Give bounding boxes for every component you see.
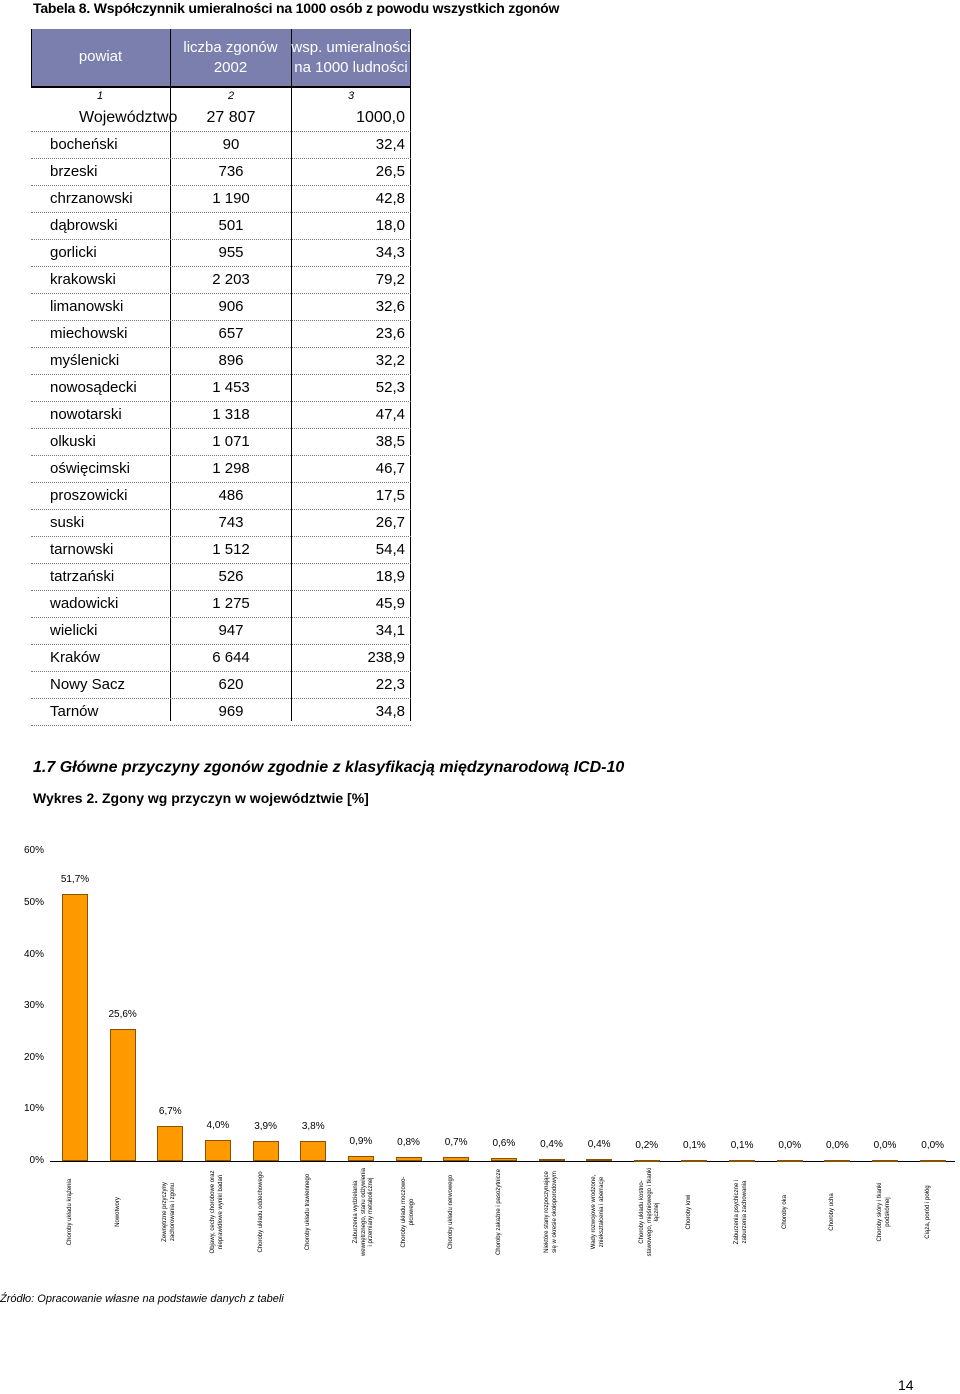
data-label: 0,7% bbox=[444, 1137, 468, 1149]
cell-name: krakowski bbox=[50, 271, 116, 288]
category-label: Choroby krwi bbox=[686, 1194, 693, 1230]
cell-deaths: 1 298 bbox=[212, 460, 250, 477]
table-row bbox=[31, 509, 411, 537]
bar bbox=[110, 1029, 136, 1161]
table-row bbox=[31, 401, 411, 429]
cell-deaths: 736 bbox=[218, 163, 244, 180]
bar bbox=[205, 1140, 231, 1161]
bar bbox=[729, 1160, 755, 1162]
cell-deaths: 526 bbox=[218, 568, 244, 585]
table-row bbox=[31, 266, 411, 294]
data-label: 0,1% bbox=[683, 1139, 706, 1151]
bar bbox=[157, 1126, 183, 1161]
cell-rate: 46,7 bbox=[375, 460, 405, 477]
cell-name: Nowy Sacz bbox=[50, 676, 126, 693]
data-label: 0,2% bbox=[635, 1139, 659, 1151]
data-label: 0,1% bbox=[730, 1139, 754, 1151]
page-number: 14 bbox=[898, 1377, 914, 1393]
cell-name: limanowski bbox=[50, 298, 124, 315]
table-row bbox=[31, 536, 411, 564]
cell-deaths: 1 512 bbox=[212, 541, 250, 558]
source-note: Źródło: Opracowanie własne na podstawie danych z tabeli bbox=[0, 1293, 284, 1305]
table-row bbox=[31, 320, 411, 348]
cell-name: suski bbox=[50, 514, 85, 531]
mortality-table bbox=[31, 29, 411, 721]
table-row bbox=[31, 698, 411, 726]
cell-rate: 26,5 bbox=[375, 163, 405, 180]
table-row bbox=[31, 482, 411, 510]
cell-deaths: 501 bbox=[218, 217, 244, 234]
cell-name: bocheński bbox=[50, 136, 118, 153]
table-row bbox=[31, 455, 411, 483]
bar bbox=[872, 1160, 898, 1162]
cell-rate: 42,8 bbox=[375, 190, 405, 207]
table-row bbox=[31, 563, 411, 591]
y-tick-label: 60% bbox=[23, 845, 44, 857]
section-title: 1.7 Główne przyczyny zgonów zgodnie z klasyfikacją międzynarodową ICD-10 bbox=[33, 759, 625, 776]
cell-deaths: 27 807 bbox=[206, 109, 256, 126]
data-label: 6,7% bbox=[158, 1106, 182, 1118]
data-label: 0,4% bbox=[540, 1138, 563, 1150]
category-label: Ciąża, poród i połóg bbox=[924, 1185, 931, 1239]
causes-of-death-chart bbox=[0, 830, 960, 1290]
bar bbox=[824, 1160, 850, 1162]
cell-deaths: 657 bbox=[218, 325, 244, 342]
table-row-total bbox=[31, 104, 411, 132]
cell-deaths: 1 318 bbox=[212, 406, 250, 423]
category-label: Nowotwory bbox=[114, 1197, 121, 1227]
header-deaths-line2: 2002 bbox=[213, 59, 248, 76]
column-number: 1 bbox=[96, 90, 104, 102]
bar bbox=[62, 894, 88, 1161]
data-label: 0,0% bbox=[921, 1140, 945, 1151]
cell-rate: 23,6 bbox=[375, 325, 405, 342]
cell-name: dąbrowski bbox=[50, 217, 118, 234]
cell-name: brzeski bbox=[50, 163, 98, 180]
category-label: Choroby układu trawiennego bbox=[305, 1173, 312, 1251]
cell-deaths: 947 bbox=[218, 622, 244, 639]
cell-name: gorlicki bbox=[50, 244, 97, 261]
header-powiat: powiat bbox=[78, 48, 123, 65]
chart-title: Wykres 2. Zgony wg przyczyn w województwie [%] bbox=[33, 790, 369, 806]
data-label: 0,0% bbox=[873, 1140, 897, 1151]
cell-name: myślenicki bbox=[50, 352, 120, 369]
data-label: 0,6% bbox=[492, 1137, 516, 1149]
table-row bbox=[31, 644, 411, 672]
category-label: Choroby oka bbox=[781, 1194, 788, 1230]
cell-name: wielicki bbox=[50, 622, 98, 639]
table-row bbox=[31, 239, 411, 267]
cell-name: chrzanowski bbox=[50, 190, 133, 207]
data-label: 0,8% bbox=[397, 1136, 420, 1148]
column-number: 2 bbox=[227, 90, 235, 102]
table-title: Tabela 8. Współczynnik umieralności na 1000 osób z powodu wszystkich zgonów bbox=[33, 0, 560, 16]
y-tick-label: 30% bbox=[23, 1000, 44, 1012]
category-label: Zewnętrzne przyczyny zachorowania i zgonu bbox=[162, 1182, 176, 1242]
category-label: Choroby układu kostno-stawowego, mięśniowego i tkanki łącznej bbox=[638, 1167, 660, 1257]
cell-name: tarnowski bbox=[50, 541, 114, 558]
cell-deaths: 969 bbox=[218, 703, 244, 720]
data-label: 3,8% bbox=[301, 1121, 325, 1133]
category-label: Zaburzenia psychiczne i zaburzenia zachowania bbox=[734, 1179, 748, 1245]
header-deaths-line1: liczba zgonów bbox=[183, 39, 278, 56]
cell-rate: 52,3 bbox=[375, 379, 405, 396]
cell-name: wadowicki bbox=[50, 595, 119, 612]
bar bbox=[539, 1159, 565, 1161]
category-label: Choroby skóry i tkanki podskórnej bbox=[877, 1182, 891, 1242]
cell-deaths: 743 bbox=[218, 514, 244, 531]
cell-name: nowotarski bbox=[50, 406, 122, 423]
bar bbox=[253, 1141, 279, 1161]
cell-rate: 22,3 bbox=[375, 676, 405, 693]
header-rate-line1: wsp. umieralności bbox=[291, 39, 411, 56]
table-row bbox=[31, 428, 411, 456]
cell-deaths: 1 190 bbox=[212, 190, 250, 207]
cell-deaths: 906 bbox=[218, 298, 244, 315]
cell-deaths: 620 bbox=[218, 676, 244, 693]
cell-rate: 34,8 bbox=[375, 703, 405, 720]
cell-rate: 238,9 bbox=[367, 649, 405, 666]
category-label: Choroby zakaźne i pasożytnicze bbox=[495, 1168, 502, 1256]
cell-deaths: 6 644 bbox=[212, 649, 250, 666]
cell-rate: 18,9 bbox=[375, 568, 405, 585]
cell-name: miechowski bbox=[50, 325, 128, 342]
bar bbox=[491, 1158, 517, 1161]
cell-rate: 54,4 bbox=[375, 541, 405, 558]
x-axis-line bbox=[50, 1161, 955, 1162]
column-number: 3 bbox=[347, 90, 355, 102]
bar bbox=[396, 1157, 422, 1161]
cell-rate: 32,2 bbox=[375, 352, 405, 369]
cell-rate: 34,3 bbox=[375, 244, 405, 261]
cell-deaths: 1 453 bbox=[212, 379, 250, 396]
cell-rate: 32,6 bbox=[375, 298, 405, 315]
table-row bbox=[31, 131, 411, 159]
table-row bbox=[31, 347, 411, 375]
data-label: 0,9% bbox=[349, 1136, 373, 1148]
table-row bbox=[31, 671, 411, 699]
category-label: Zaburzenia wydzielania wewnętrznego, stanu odżywienia i przemiany metabolicznej bbox=[352, 1167, 374, 1257]
table-row bbox=[31, 374, 411, 402]
cell-rate: 45,9 bbox=[375, 595, 405, 612]
cell-name: olkuski bbox=[50, 433, 96, 450]
bar bbox=[300, 1141, 326, 1161]
table-row bbox=[31, 293, 411, 321]
data-label: 0,0% bbox=[825, 1140, 849, 1151]
cell-rate: 1000,0 bbox=[356, 109, 405, 126]
category-label: Choroby układu oddechowego bbox=[257, 1171, 264, 1253]
category-label: Choroby układu nerwowego bbox=[448, 1174, 455, 1250]
bar bbox=[443, 1157, 469, 1161]
y-tick-label: 20% bbox=[23, 1051, 44, 1063]
y-tick-label: 40% bbox=[23, 948, 44, 960]
cell-name: proszowicki bbox=[50, 487, 128, 504]
cell-name: nowosądecki bbox=[50, 379, 137, 396]
cell-deaths: 1 275 bbox=[212, 595, 250, 612]
cell-rate: 26,7 bbox=[375, 514, 405, 531]
category-label: Choroby układu krążenia bbox=[67, 1178, 73, 1246]
y-tick-label: 10% bbox=[23, 1103, 44, 1115]
category-label: Choroby ucha bbox=[829, 1193, 836, 1231]
cell-rate: 18,0 bbox=[375, 217, 405, 234]
cell-rate: 32,4 bbox=[375, 136, 405, 153]
cell-name: oświęcimski bbox=[50, 460, 131, 477]
y-tick-label: 50% bbox=[23, 897, 44, 908]
cell-rate: 17,5 bbox=[375, 487, 405, 504]
cell-deaths: 486 bbox=[218, 487, 244, 504]
cell-name: Kraków bbox=[50, 649, 101, 666]
data-label: 0,4% bbox=[587, 1138, 611, 1150]
cell-name: Tarnów bbox=[50, 703, 99, 720]
category-label: Choroby układu moczowo-płciowego bbox=[400, 1176, 415, 1248]
table-row bbox=[31, 617, 411, 645]
cell-rate: 38,5 bbox=[375, 433, 405, 450]
data-label: 25,6% bbox=[108, 1008, 137, 1020]
cell-deaths: 90 bbox=[222, 136, 240, 153]
data-label: 3,9% bbox=[254, 1120, 277, 1132]
table-row bbox=[31, 590, 411, 618]
table-row bbox=[31, 212, 411, 240]
cell-rate: 47,4 bbox=[375, 406, 405, 423]
data-label: 4,0% bbox=[206, 1120, 230, 1132]
data-label: 0,0% bbox=[778, 1140, 802, 1151]
cell-deaths: 955 bbox=[218, 244, 244, 261]
bar bbox=[920, 1160, 946, 1162]
cell-deaths: 896 bbox=[218, 352, 244, 369]
cell-rate: 34,1 bbox=[375, 622, 405, 639]
category-label: Objawy, cechy chorobowe oraz nieprawidłowe wyniki badań bbox=[209, 1170, 224, 1254]
cell-name: tatrzański bbox=[50, 568, 115, 585]
table-row bbox=[31, 185, 411, 213]
cell-deaths: 2 203 bbox=[212, 271, 250, 288]
bar bbox=[634, 1160, 660, 1162]
cell-name: Województwo bbox=[79, 109, 178, 126]
bar bbox=[681, 1160, 707, 1162]
category-label: Wady rozwojowe wrodzone, zniekształcenia i aberracje bbox=[591, 1174, 605, 1250]
y-tick-label: 0% bbox=[29, 1155, 44, 1166]
table-row bbox=[31, 158, 411, 186]
header-rate-line2: na 1000 ludności bbox=[294, 59, 408, 76]
category-label: Niektóre stany rozpoczynające się w okresie okołoporodowym bbox=[543, 1171, 557, 1253]
cell-rate: 79,2 bbox=[375, 271, 405, 288]
bar bbox=[586, 1159, 612, 1161]
bar bbox=[348, 1156, 374, 1161]
bar bbox=[777, 1160, 803, 1162]
data-label: 51,7% bbox=[60, 874, 90, 886]
cell-deaths: 1 071 bbox=[212, 433, 250, 450]
